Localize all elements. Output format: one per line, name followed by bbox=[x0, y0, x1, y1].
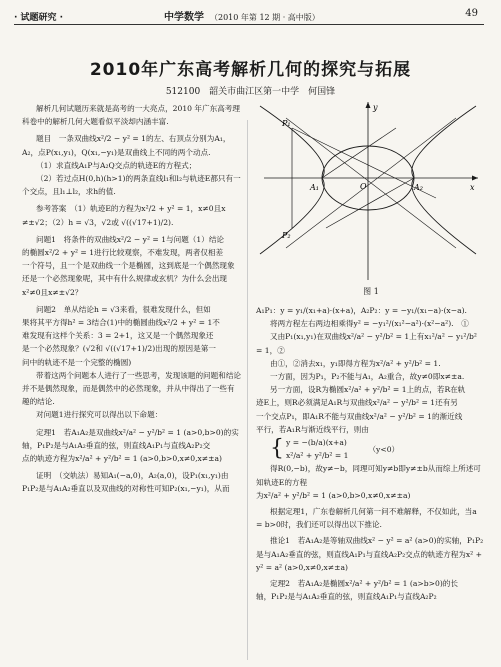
eliminate-equation: 由①，②消去x₁，y₁即得方程为x²/a² + y²/b² = 1. bbox=[270, 358, 441, 368]
theorem-2-line-1: 定理2 若A₁A₂是椭圆x²/a² + y²/b² = 1 (a>b>0)的长 bbox=[270, 579, 458, 589]
figure-caption: 图 1 bbox=[363, 287, 379, 296]
proof-paragraph: 证明 （交轨法）易知A₁(−a,0)，A₂(a,0)，设P₁(x₁,y₁)由P₁P₂是与A₁A₂垂直以及双曲线的对称性可知P₂(x₁,−y₁)，从而 bbox=[22, 471, 230, 494]
label-p2: P₂ bbox=[282, 231, 291, 240]
issue-label: （2010 年第 12 期 · 高中版） bbox=[210, 13, 320, 22]
line-equations: A₁P₁：y = y₁/(x₁+a)·(x+a)，A₂P₂：y = −y₁/(x₁−a)·(x−a). bbox=[256, 306, 467, 315]
question-2-line-4: 是一个必然现象？(√2和 √((√17+1)/2)出现的原因是第一 bbox=[22, 344, 216, 354]
question-2-line-2: 果将其平方得h² = 3结合(1)中的椭圆曲线x²/2 + y² = 1不 bbox=[22, 318, 220, 328]
section-label: · 试题研究 · bbox=[14, 13, 64, 23]
x-axis-arrow bbox=[472, 176, 478, 181]
column-gutter bbox=[247, 120, 248, 660]
right-column bbox=[256, 304, 484, 603]
figure-1 bbox=[256, 98, 486, 298]
problem-statement: 题目 一条双曲线x²/2 − y² = 1的左、右顶点分别为A₁，A₂，点P(x₁,y₁)，Q(x₁,−y₁)是双曲线上不同的两个动点. bbox=[22, 134, 231, 157]
answer-line-2: ≠±√2；（2）h = √3，√2或 √((√17+1)/2). bbox=[22, 217, 174, 227]
page-number: 49 bbox=[465, 8, 478, 19]
label-y: y bbox=[373, 103, 378, 112]
other-side-line-2: 迹E上，则R必须满足A₁R与双曲线x²/a² − y²/b² = 1还有另 bbox=[256, 398, 458, 408]
hyperbola-ellipse-diagram bbox=[256, 98, 486, 284]
question-1-line-3: 一个符号，且一个是双曲线一个是椭圆，这到底是一个偶然现象还是一个必然现象呢，其中有什么规律或玄机？为什么会出现x²≠0且x≠±√2？ bbox=[22, 261, 235, 297]
question-2-line-3: 难发现有这样个关系：3 = 2+1，这又是一个偶然现象还 bbox=[22, 331, 214, 341]
proposition-lead: 对问题1进行探究可以得出以下命题： bbox=[36, 410, 163, 420]
question-2-line-1: 问题2 单从结论h = √3来看，很难发现什么，但如 bbox=[36, 304, 211, 314]
question-2-line-5: 问中的轨迹不是一个完整的椭圆) bbox=[22, 357, 132, 367]
y-axis-arrow bbox=[366, 102, 371, 108]
product-equation: 将两方程左右两边相乘得y² = −y₁²/(x₁²−a²)·(x²−a²). ① bbox=[270, 319, 469, 329]
exploration-paragraph: 带着这两个问题本人进行了一些思考，发现该题的问题和结论并不是偶然现象，而是偶然中的必然现象，并从中得出了一些有趣的结论. bbox=[22, 370, 242, 407]
journal-name bbox=[164, 8, 320, 23]
equation-system bbox=[270, 436, 484, 462]
one-side-remark: 一方面，因为P₁，P₂不能与A₁，A₂重合，故y≠0即x≠±a. bbox=[270, 372, 465, 382]
answer-line-1: 参考答案 （1）轨迹E的方程为x²/2 + y² = 1，x≠0且x bbox=[36, 204, 226, 214]
other-side-line-1: 另一方面，设R为椭圆x²/a² + y²/b² = 1上的点，若R在轨 bbox=[270, 385, 466, 395]
theorem-2-line-2: 轴，P₁P₂是与A₁A₂垂直的弦，则直线A₁P₁与直线A₂P₂ bbox=[256, 592, 437, 602]
system-eq-1: y = −(b/a)(x+a) bbox=[286, 438, 347, 448]
label-origin: O bbox=[360, 182, 367, 191]
header-rule bbox=[14, 24, 484, 25]
problem-part-1: （1）求直线A₁P与A₂Q交点的轨迹E的方程式； bbox=[36, 160, 197, 170]
label-a2: A₂ bbox=[414, 183, 423, 192]
corollary-lead: 根据定理1，广东卷解析几何第一问不难解释，不仅如此，当a = b>0时，我们还可以得出以下推论. bbox=[256, 507, 477, 530]
theorem-1-line-2: 轴，P₁P₂是与A₁A₂垂直的弦，则直线A₁P₁与直线A₂P₂交 bbox=[22, 440, 211, 450]
conclusion-line-1: 得R(0,−b)，故y≠−b，同理可知y≠b即y≠±b从而综上所述可知轨迹E的方程 bbox=[256, 464, 481, 487]
question-1-line-1: 问题1 将条件的双曲线x²/2 − y² = 1与问题（1）结论 bbox=[36, 234, 225, 244]
question-1-line-2: 的椭圆x²/2 + y² = 1进行比较观察，不难发现，两者仅相差 bbox=[22, 248, 224, 258]
system-condition: （y<0） bbox=[368, 444, 400, 454]
intro-paragraph: 解析几何试题历来就是高考的一大亮点，2010 年广东高考理科卷中的解析几何大题看似平淡却内涵丰富. bbox=[22, 104, 240, 127]
system-eq-2: x²/a² + y²/b² = 1 bbox=[286, 451, 349, 461]
other-side-line-3: 一个交点P₁，即A₁R不能与双曲线x²/a² − y²/b² = 1的渐近线 bbox=[256, 411, 463, 421]
label-x: x bbox=[470, 183, 475, 192]
problem-part-2: （2）若过点H(0,h)(h>1)的两条直线l₁和l₂与轨迹E都只有一个交点，且l₁⊥l₂，求h的值. bbox=[22, 174, 241, 197]
theorem-1-line-3: 点的轨迹方程为x²/a² + y²/b² = 1 (a>0,b>0,x≠0,x≠±a) bbox=[22, 454, 222, 464]
hyperbola-condition: 又由P₁(x₁,y₁)在双曲线x²/a² − y²/b² = 1上有x₁²/a² − y₁²/b² = 1，② bbox=[256, 332, 477, 355]
other-side-line-4: 平行，若A₁R与渐近线平行，则由 bbox=[256, 424, 369, 434]
theorem-1-line-1: 定理1 若A₁A₂是双曲线x²/a² − y²/b² = 1 (a>0,b>0)的实 bbox=[36, 427, 239, 437]
author-line: 512100 韶关市曲江区第一中学 何国锋 bbox=[165, 87, 336, 97]
label-p1: P₁ bbox=[282, 119, 291, 128]
label-a1: A₁ bbox=[310, 183, 319, 192]
journal-title: 中学数学 bbox=[164, 12, 204, 23]
running-header bbox=[14, 4, 484, 22]
corollary-1: 推论1 若A₁A₂是等轴双曲线x² − y² = a² (a>0)的实轴，P₁P₂是与A₁A₂垂直的弦，则直线A₁P₁与直线A₂P₂交点的轨迹方程为x² + y² = a² (a>0,x≠0,x≠±a) bbox=[256, 536, 484, 572]
article-title: 2010年广东高考解析几何的探究与拓展 bbox=[89, 60, 412, 80]
conclusion-line-2: 为x²/a² + y²/b² = 1 (a>0,b>0,x≠0,x≠±a) bbox=[256, 490, 411, 500]
left-column bbox=[22, 102, 242, 496]
hyperbola-right-branch bbox=[412, 106, 476, 254]
system-brace: { bbox=[270, 436, 284, 462]
line-a1p1 bbox=[322, 128, 396, 178]
